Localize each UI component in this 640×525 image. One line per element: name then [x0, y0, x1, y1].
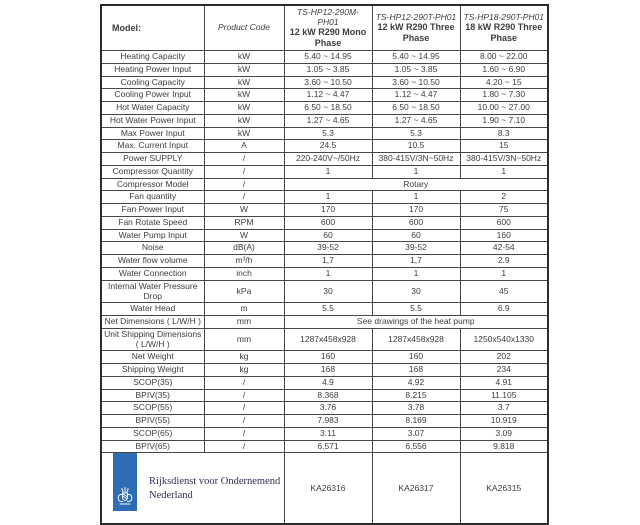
- row-value: 9.818: [460, 440, 548, 453]
- row-unit: inch: [204, 267, 284, 280]
- row-value: 168: [372, 364, 460, 377]
- row-span-value: See drawings of the heat pump: [284, 316, 548, 329]
- table-row: [101, 255, 548, 268]
- rvo-coat-of-arms-icon: [115, 486, 135, 506]
- table-row: [101, 191, 548, 204]
- row-unit: kW: [204, 114, 284, 127]
- row-label: Water flow volume: [101, 255, 204, 268]
- table-row: [101, 216, 548, 229]
- table-row: [101, 76, 548, 89]
- product-code-header-label: Product Code: [204, 5, 284, 50]
- row-value: 39-52: [372, 242, 460, 255]
- table-row: [101, 89, 548, 102]
- row-label: Shipping Weight: [101, 364, 204, 377]
- row-value: 42-54: [460, 242, 548, 255]
- row-value: 8.215: [372, 389, 460, 402]
- row-value: 1,7: [284, 255, 372, 268]
- row-value: 1: [284, 267, 372, 280]
- row-label: Noise: [101, 242, 204, 255]
- row-unit: /: [204, 376, 284, 389]
- row-value: 1287x458x928: [372, 328, 460, 351]
- row-value: 160: [460, 229, 548, 242]
- row-value: 600: [372, 216, 460, 229]
- row-label: BPIV(55): [101, 415, 204, 428]
- row-unit: mm: [204, 316, 284, 329]
- row-value: 1.90 ~ 7.10: [460, 114, 548, 127]
- row-value: 234: [460, 364, 548, 377]
- row-value: 1: [284, 165, 372, 178]
- row-label: SCOP(35): [101, 376, 204, 389]
- row-value: 1: [460, 267, 548, 280]
- table-row: [101, 204, 548, 217]
- row-label: Water Head: [101, 303, 204, 316]
- row-value: 3.76: [284, 402, 372, 415]
- row-label: Compressor Quantity: [101, 165, 204, 178]
- row-label: Fan Rotate Speed: [101, 216, 204, 229]
- row-value: 1287x458x928: [284, 328, 372, 351]
- product-code-1: TS-HP12-290M-PH01: [297, 7, 359, 28]
- certificate-code-1: KA26316: [284, 453, 372, 525]
- row-unit: m: [204, 303, 284, 316]
- row-value: 8.169: [372, 415, 460, 428]
- row-value: 10.5: [372, 140, 460, 153]
- product-name-3: 18 kW R290 Three Phase: [465, 22, 543, 44]
- row-label: BPIV(65): [101, 440, 204, 453]
- row-unit: W: [204, 229, 284, 242]
- row-value: 3.07: [372, 427, 460, 440]
- row-unit: kW: [204, 102, 284, 115]
- table-row: [101, 153, 548, 166]
- table-row: [101, 229, 548, 242]
- product-name-1: 12 kW R290 Mono Phase: [289, 27, 367, 49]
- row-value: 10.00 ~ 27.00: [460, 102, 548, 115]
- row-value: 160: [372, 351, 460, 364]
- row-value: 202: [460, 351, 548, 364]
- row-label: SCOP(55): [101, 402, 204, 415]
- row-value: 30: [284, 280, 372, 303]
- table-row: [101, 63, 548, 76]
- table-row: [101, 140, 548, 153]
- row-unit: kW: [204, 50, 284, 63]
- table-row: [101, 376, 548, 389]
- rvo-logo: [113, 453, 284, 511]
- row-value: 168: [284, 364, 372, 377]
- rvo-logo-text-line1: Rijksdienst voor Ondernemend: [149, 476, 281, 488]
- row-value: 1: [372, 267, 460, 280]
- row-value: 5.3: [284, 127, 372, 140]
- row-value: 75: [460, 204, 548, 217]
- product-column-header-2: [372, 5, 460, 50]
- row-value: 1.27 ~ 4.65: [372, 114, 460, 127]
- row-value: 2.9: [460, 255, 548, 268]
- table-row: [101, 316, 548, 329]
- row-value: 600: [460, 216, 548, 229]
- table-row: [101, 303, 548, 316]
- row-value: 3.09: [460, 427, 548, 440]
- row-label: Water Connection: [101, 267, 204, 280]
- row-value: 10.919: [460, 415, 548, 428]
- model-header-label: Model:: [101, 5, 204, 50]
- row-value: 6.50 ~ 18.50: [372, 102, 460, 115]
- row-value: 3.78: [372, 402, 460, 415]
- product-code-3: TS-HP18-290T-PH01: [463, 12, 544, 23]
- row-value: 6.556: [372, 440, 460, 453]
- row-value: 5.5: [372, 303, 460, 316]
- row-value: 170: [372, 204, 460, 217]
- table-row: [101, 178, 548, 191]
- row-value: 380-415V/3N~50Hz: [372, 153, 460, 166]
- table-row: [101, 328, 548, 351]
- row-value: 1,7: [372, 255, 460, 268]
- row-label: Water Pump Input: [101, 229, 204, 242]
- header-row: [101, 5, 548, 50]
- row-label: Net Weight: [101, 351, 204, 364]
- row-label: Fan Power Input: [101, 204, 204, 217]
- row-unit: /: [204, 178, 284, 191]
- row-value: 160: [284, 351, 372, 364]
- row-unit: /: [204, 153, 284, 166]
- row-unit: /: [204, 427, 284, 440]
- row-unit: kW: [204, 127, 284, 140]
- row-label: Heating Power Input: [101, 63, 204, 76]
- row-value: 4.92: [372, 376, 460, 389]
- row-value: 5.40 ~ 14.95: [372, 50, 460, 63]
- row-value: 60: [284, 229, 372, 242]
- row-value: 4.91: [460, 376, 548, 389]
- row-value: 7.983: [284, 415, 372, 428]
- row-unit: kW: [204, 63, 284, 76]
- row-unit: dB(A): [204, 242, 284, 255]
- row-unit: A: [204, 140, 284, 153]
- table-row: [101, 440, 548, 453]
- table-row: [101, 351, 548, 364]
- row-value: 1.05 ~ 3.85: [284, 63, 372, 76]
- rvo-logo-text-line2: Nederland: [149, 490, 193, 502]
- table-row: [101, 127, 548, 140]
- table-row: [101, 114, 548, 127]
- row-value: 8.00 ~ 22.00: [460, 50, 548, 63]
- product-code-2: TS-HP12-290T-PH01: [375, 12, 457, 23]
- row-value: 1.12 ~ 4.47: [284, 89, 372, 102]
- row-value: 1.80 ~ 7.30: [460, 89, 548, 102]
- row-unit: kW: [204, 89, 284, 102]
- row-label: Cooling Capacity: [101, 76, 204, 89]
- row-span-value: Rotary: [284, 178, 548, 191]
- row-unit: /: [204, 402, 284, 415]
- certificate-code-2: KA26317: [372, 453, 460, 525]
- footer-row: [101, 453, 548, 525]
- spec-rows: [101, 50, 548, 453]
- row-value: 8.3: [460, 127, 548, 140]
- row-value: 15: [460, 140, 548, 153]
- row-label: Internal Water Pressure Drop: [101, 280, 204, 303]
- table-row: [101, 50, 548, 63]
- row-label: Power SUPPLY: [101, 153, 204, 166]
- row-value: 1: [372, 165, 460, 178]
- row-label: Heating Capacity: [101, 50, 204, 63]
- table-row: [101, 427, 548, 440]
- row-value: 220-240V~/50Hz: [284, 153, 372, 166]
- row-label: Fan quantity: [101, 191, 204, 204]
- row-unit: /: [204, 440, 284, 453]
- row-unit: m³/h: [204, 255, 284, 268]
- table-row: [101, 242, 548, 255]
- row-value: 1250x540x1330: [460, 328, 548, 351]
- row-unit: /: [204, 389, 284, 402]
- row-value: 3.11: [284, 427, 372, 440]
- row-unit: kPa: [204, 280, 284, 303]
- row-unit: W: [204, 204, 284, 217]
- row-label: Hot Water Power Input: [101, 114, 204, 127]
- row-unit: mm: [204, 328, 284, 351]
- table-row: [101, 165, 548, 178]
- product-column-header-3: [460, 5, 548, 50]
- row-value: 380-415V/3N~50Hz: [460, 153, 548, 166]
- row-value: 24.5: [284, 140, 372, 153]
- row-value: 170: [284, 204, 372, 217]
- table-row: [101, 402, 548, 415]
- row-value: 3.7: [460, 402, 548, 415]
- row-label: Max Power Input: [101, 127, 204, 140]
- row-unit: /: [204, 415, 284, 428]
- product-name-2: 12 kW R290 Three Phase: [377, 22, 455, 44]
- row-value: 3.60 ~ 10.50: [284, 76, 372, 89]
- table-row: [101, 389, 548, 402]
- row-value: 30: [372, 280, 460, 303]
- row-value: 1.60 ~ 6.90: [460, 63, 548, 76]
- row-label: SCOP(65): [101, 427, 204, 440]
- row-value: 600: [284, 216, 372, 229]
- row-unit: kg: [204, 364, 284, 377]
- row-value: 4.9: [284, 376, 372, 389]
- row-unit: RPM: [204, 216, 284, 229]
- table-row: [101, 415, 548, 428]
- row-unit: kg: [204, 351, 284, 364]
- row-value: 45: [460, 280, 548, 303]
- row-value: 6.50 ~ 18.50: [284, 102, 372, 115]
- row-value: 6.571: [284, 440, 372, 453]
- certificate-code-3: KA26315: [460, 453, 548, 525]
- row-unit: /: [204, 191, 284, 204]
- row-unit: kW: [204, 76, 284, 89]
- row-value: 1.27 ~ 4.65: [284, 114, 372, 127]
- row-value: 1.12 ~ 4.47: [372, 89, 460, 102]
- row-label: Hot Water Capacity: [101, 102, 204, 115]
- spec-table: [100, 4, 549, 525]
- row-value: 11.105: [460, 389, 548, 402]
- row-label: Net Dimensions ( L/W/H ): [101, 316, 204, 329]
- row-label: Max. Current Input: [101, 140, 204, 153]
- row-value: 2: [460, 191, 548, 204]
- row-label: Unit Shipping Dimensions ( L/W/H ): [101, 328, 204, 351]
- rvo-logo-cell: [101, 453, 284, 525]
- row-value: 60: [372, 229, 460, 242]
- table-row: [101, 280, 548, 303]
- row-value: 1.05 ~ 3.85: [372, 63, 460, 76]
- row-value: 5.5: [284, 303, 372, 316]
- row-value: 39-52: [284, 242, 372, 255]
- row-unit: /: [204, 165, 284, 178]
- row-value: 5.40 ~ 14.95: [284, 50, 372, 63]
- table-row: [101, 102, 548, 115]
- row-value: 4.20 ~ 15: [460, 76, 548, 89]
- row-value: 5.3: [372, 127, 460, 140]
- row-value: 1: [284, 191, 372, 204]
- row-label: BPIV(35): [101, 389, 204, 402]
- row-label: Compressor Model: [101, 178, 204, 191]
- row-value: 1: [460, 165, 548, 178]
- rvo-logo-ribbon: [113, 453, 137, 511]
- row-label: Cooling Power Input: [101, 89, 204, 102]
- row-value: 6.9: [460, 303, 548, 316]
- product-column-header-1: [284, 5, 372, 50]
- row-value: 3.60 ~ 10.50: [372, 76, 460, 89]
- row-value: 8.368: [284, 389, 372, 402]
- row-value: 1: [372, 191, 460, 204]
- table-row: [101, 267, 548, 280]
- table-row: [101, 364, 548, 377]
